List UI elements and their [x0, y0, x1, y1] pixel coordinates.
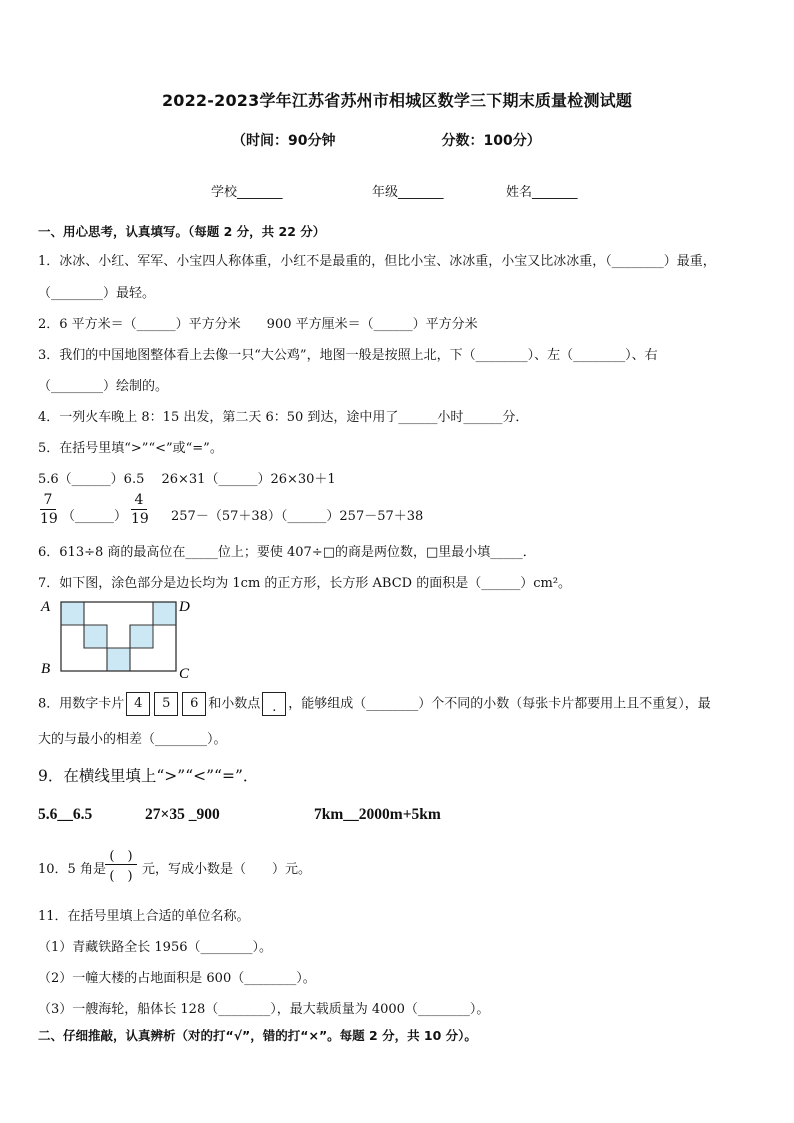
section-1-heading: 一、用心思考，认真填写。（每题 2 分，共 22 分）: [38, 224, 326, 239]
time-limit: （时间：90分钟: [232, 133, 336, 149]
fraction-numerator: 4: [134, 492, 144, 508]
question-8-prefix: 8．用数字卡片: [38, 696, 125, 712]
question-3-line-2: （________）绘制的。: [38, 379, 169, 394]
vertex-label-b: B: [41, 661, 51, 677]
digit-card: 4: [126, 692, 150, 716]
question-8-line-2: 大的与最小的相差（________）。: [38, 732, 227, 747]
question-1-line-1: 1．冰冰、小红、军军、小宝四人称体重，小红不是最重的，但比小宝、冰冰重，小宝又比冰冰重，（________）最重，: [38, 254, 716, 269]
decimal-point-card: .: [262, 692, 286, 716]
question-2: 2．6 平方米＝（______）平方分米 900 平方厘米＝（______）平方分米: [38, 317, 478, 332]
vertex-label-c: C: [179, 666, 190, 682]
question-9: 9．在横线里填上“>”“<”“=”．: [38, 767, 259, 785]
fraction-numerator-blank: ( ): [109, 849, 133, 864]
question-5-blank: （______）: [62, 509, 128, 524]
school-field[interactable]: 学校_______: [211, 185, 283, 200]
question-9-item-b: 27×35 _900: [145, 806, 220, 823]
question-3-line-1: 3．我们的中国地图整体看上去像一只“大公鸡”，地图一般是按照上北，下（________）、左（________）、右: [38, 348, 658, 363]
fraction-denominator: 19: [40, 511, 58, 527]
question-10-prefix: 10．5 角是: [38, 862, 106, 877]
question-11-item-1: （1）青藏铁路全长 1956（________）。: [38, 940, 272, 955]
fraction-denominator-blank: ( ): [109, 869, 133, 884]
section-2-heading: 二、仔细推敲，认真辨析（对的打“√”，错的打“×”。每题 2 分，共 10 分）。: [38, 1028, 477, 1043]
question-10-suffix: 元，写成小数是（ ）元。: [142, 862, 312, 877]
question-11-item-3: （3）一艘海轮，船体长 128（________），最大载质量为 4000（________）。: [38, 1002, 490, 1017]
grade-field[interactable]: 年级_______: [372, 185, 444, 200]
rectangle-abcd-figure: [36, 594, 206, 682]
name-field[interactable]: 姓名_______: [506, 185, 578, 200]
fraction-numerator: 7: [43, 492, 53, 508]
question-5-row-1: 5.6（______）6.5 26×31（______）26×30＋1: [38, 472, 336, 487]
fraction-denominator: 19: [131, 511, 149, 527]
question-4: 4．一列火车晚上 8：15 出发，第二天 6：50 到达，途中用了______小时______分．: [38, 410, 529, 425]
fraction-4-19: [131, 492, 147, 527]
question-11-item-2: （2）一幢大楼的占地面积是 600（________）。: [38, 971, 316, 986]
digit-card: 5: [154, 692, 178, 716]
question-9-item-a: 5.6__6.5: [38, 806, 93, 823]
question-5: 5．在括号里填“>”“<”或“=”。: [38, 441, 223, 456]
question-8-suffix: ，能够组成（________）个不同的小数（每张卡片都要用上且不重复），最: [288, 696, 711, 712]
digit-card: 6: [182, 692, 206, 716]
shaded-squares: [61, 602, 176, 671]
question-8-mid: 和小数点: [208, 696, 261, 712]
vertex-label-d: D: [179, 599, 190, 615]
fraction-7-19: [40, 492, 56, 527]
total-score: 分数：100分）: [441, 133, 541, 149]
question-7: 7．如下图，涂色部分是边长均为 1cm 的正方形，长方形 ABCD 的面积是（______）cm²。: [38, 576, 572, 591]
question-9-item-c: 7km__2000m+5km: [314, 806, 441, 823]
vertex-label-a: A: [41, 599, 51, 615]
question-11: 11．在括号里填上合适的单位名称。: [38, 909, 250, 924]
question-6: 6．613÷8 商的最高位在_____位上；要使 407÷□的商是两位数，□里最小填_____．: [38, 545, 536, 560]
question-8-line-1: [38, 692, 711, 716]
fraction-blank: [105, 845, 137, 884]
question-1-line-2: （________）最轻。: [38, 286, 156, 301]
question-5-row-2: 257－（57＋38）（______）257－57＋38: [171, 509, 424, 524]
page-title: 2022-2023学年江苏省苏州市相城区数学三下期末质量检测试题: [161, 91, 633, 110]
exam-meta: [232, 130, 541, 150]
